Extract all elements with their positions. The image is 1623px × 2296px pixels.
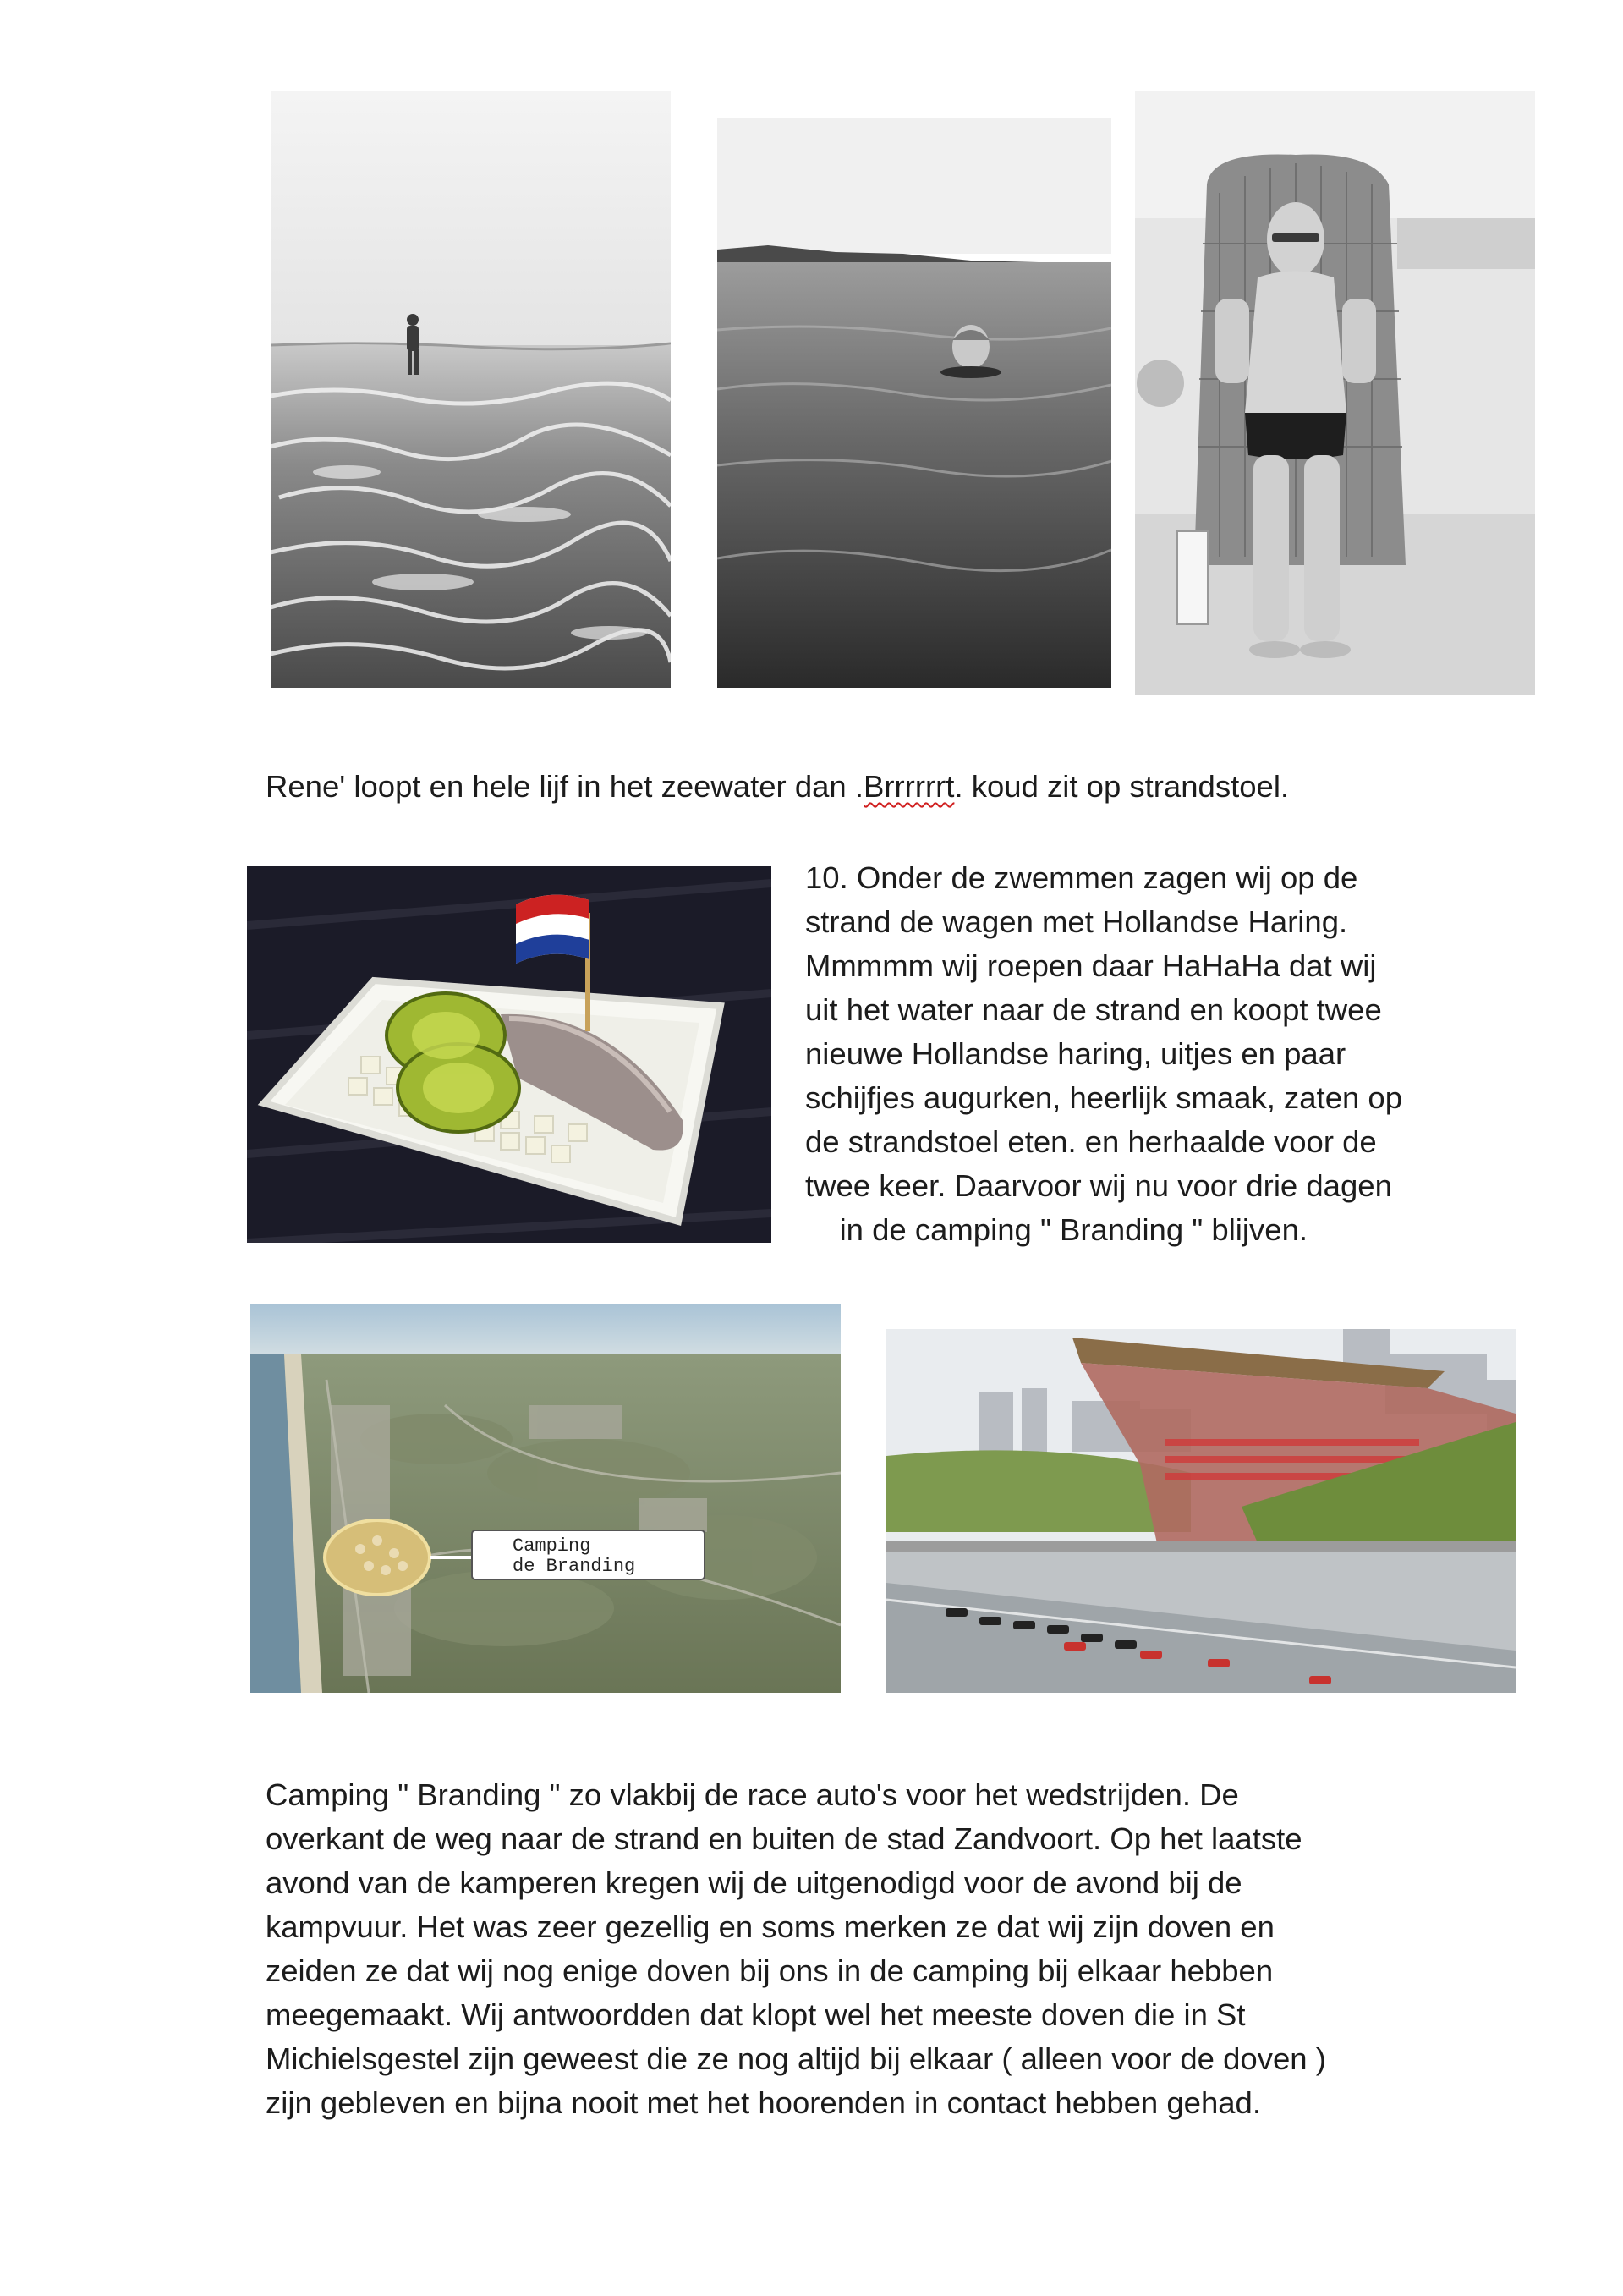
paragraph-camping-line: kampvuur. Het was zeer gezellig en soms merken ze dat wij zijn doven en (266, 1909, 1275, 1944)
photo-herring (247, 866, 771, 1243)
paragraph-camping-line: zijn gebleven en bijna nooit met het hoorenden in contact hebben gehad. (266, 2085, 1262, 2120)
paragraph-camping-line: zeiden ze dat wij nog enige doven bij ons in de camping bij elkaar hebben (266, 1953, 1274, 1988)
caption-text-after: . koud zit op strandstoel. (954, 769, 1290, 804)
paragraph-camping-line: avond van de kamperen kregen wij de uitgenodigd voor de avond bij de (266, 1865, 1242, 1900)
caption-text-before: Rene' loopt en hele lijf in het zeewater dan . (266, 769, 864, 804)
paragraph-herring-line: strand de wagen met Hollandse Haring. (805, 904, 1348, 939)
map-label-line1: Camping (513, 1535, 591, 1557)
paragraph-camping-line: meegemaakt. Wij antwoordden dat klopt wel het meeste doven die in St (266, 1997, 1246, 2032)
photo-beach-chair (1135, 91, 1535, 695)
paragraph-herring (805, 856, 1402, 1252)
photo-sea-swim (717, 118, 1111, 688)
paragraph-herring-line: uit het water naar de strand en koopt twee (805, 992, 1382, 1027)
paragraph-herring-line: 10. Onder de zwemmen zagen wij op de (805, 860, 1358, 895)
paragraph-herring-line: Mmmmm wij roepen daar HaHaHa dat wij (805, 948, 1377, 983)
paragraph-camping-line: overkant de weg naar de strand en buiten de stad Zandvoort. Op het laatste (266, 1821, 1302, 1856)
photo-aerial-camping (250, 1304, 841, 1693)
caption-misspelled-word: Brrrrrrt (864, 769, 955, 804)
paragraph-herring-line: schijfjes augurken, heerlijk smaak, zaten op (805, 1080, 1403, 1115)
paragraph-herring-line: twee keer. Daarvoor wij nu voor drie dagen (805, 1168, 1392, 1203)
map-label-line2: de Branding (513, 1556, 636, 1577)
paragraph-herring-line: nieuwe Hollandse haring, uitjes en paar (805, 1036, 1346, 1071)
photo-racetrack (886, 1329, 1516, 1693)
paragraph-camping-line: Michielsgestel zijn geweest die ze nog altijd bij elkaar ( alleen voor de doven ) (266, 2041, 1326, 2076)
paragraph-herring-line: de strandstoel eten. en herhaalde voor de (805, 1124, 1377, 1159)
caption-beach-photos (266, 765, 1289, 809)
paragraph-herring-line: in de camping " Branding " blijven. (805, 1212, 1308, 1247)
photo-sea-walk (271, 91, 671, 688)
paragraph-camping (266, 1773, 1326, 2125)
paragraph-camping-line: Camping " Branding " zo vlakbij de race auto's voor het wedstrijden. De (266, 1777, 1239, 1812)
